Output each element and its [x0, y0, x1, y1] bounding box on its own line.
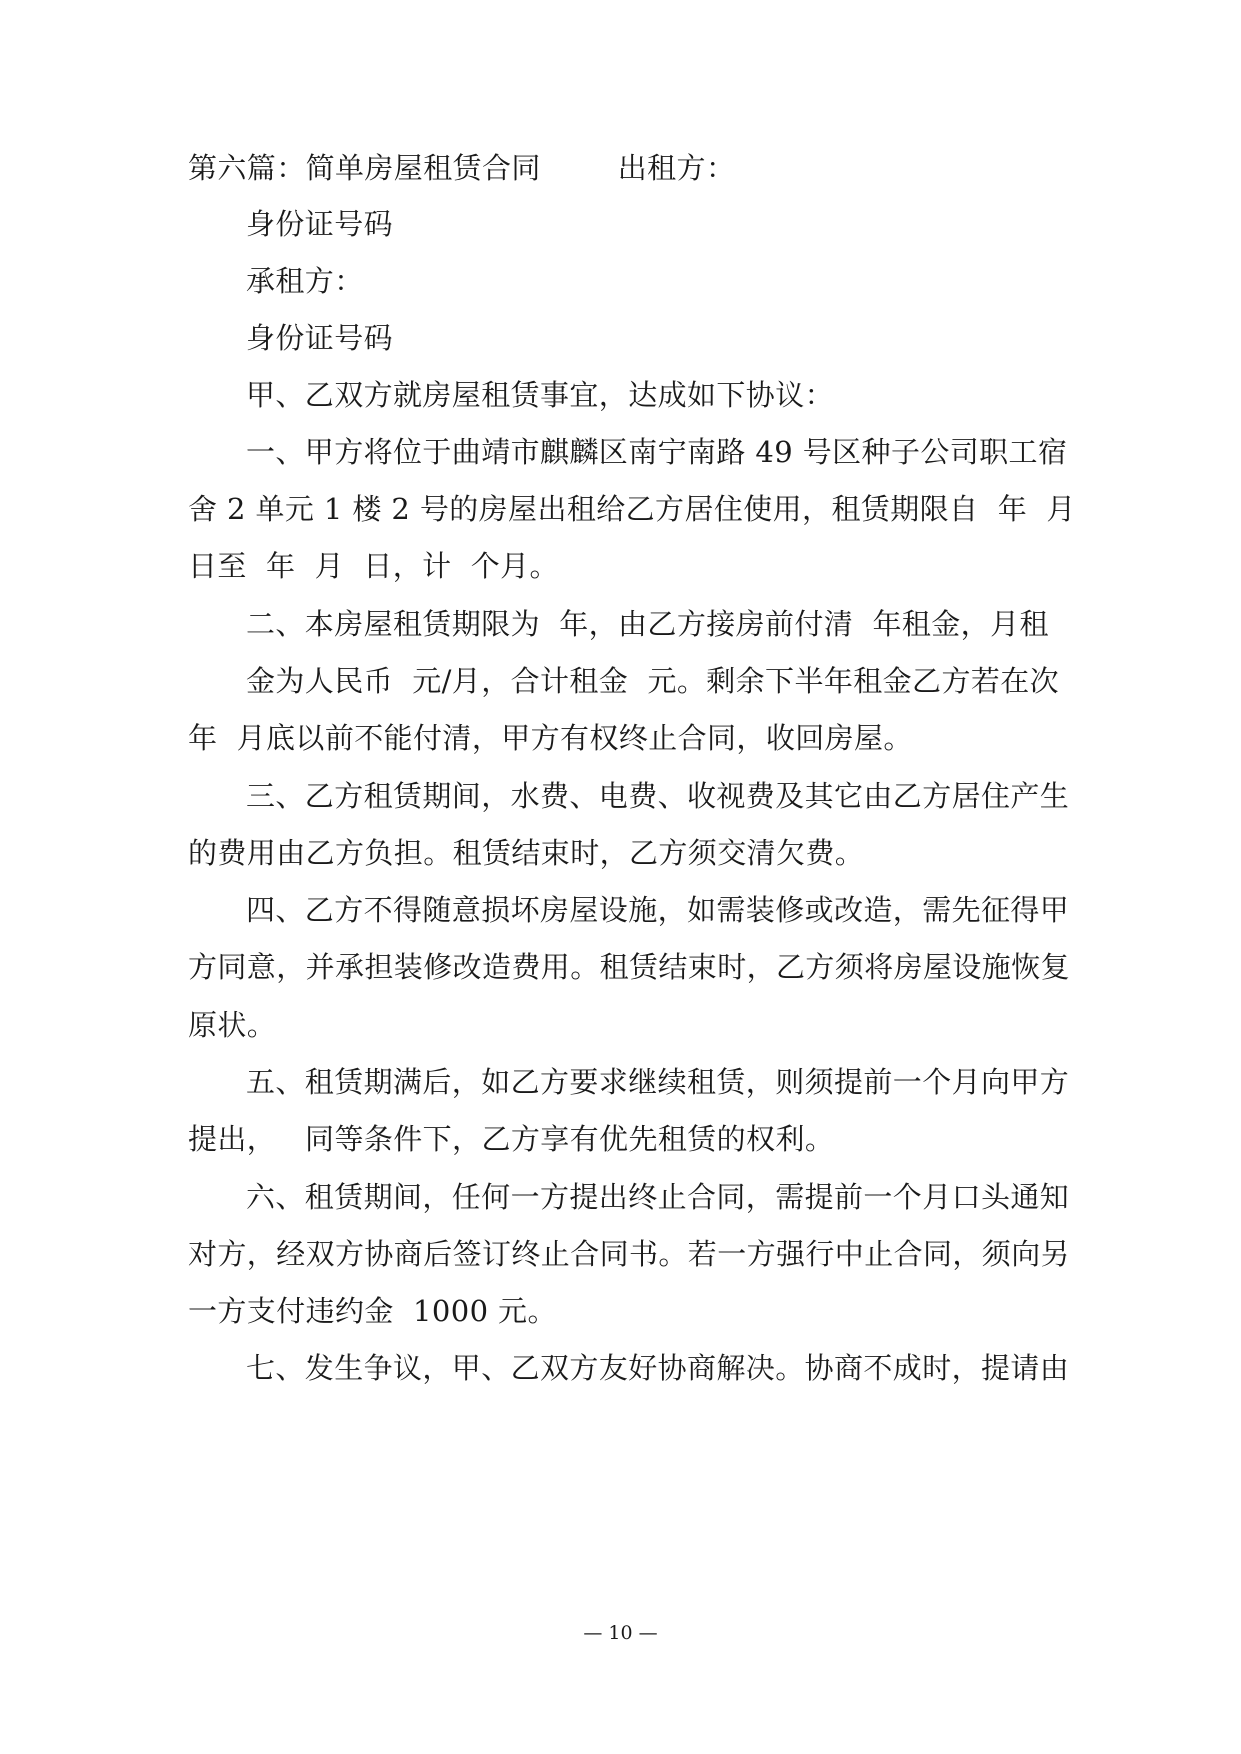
page-number: — 10 —	[583, 1622, 658, 1644]
text-line: 三、乙方租赁期间，水费、电费、收视费及其它由乙方居住产生	[246, 779, 1070, 813]
text-line: 二、本房屋租赁期限为 年，由乙方接房前付清 年租金，月租	[246, 607, 1049, 641]
text-line: 年 月底以前不能付清，甲方有权终止合同，收回房屋。	[188, 721, 913, 755]
text-line: 甲、乙双方就房屋租赁事宜，达成如下协议：	[246, 378, 835, 412]
text-line: 原状。	[188, 1008, 277, 1042]
text-line: 对方，经双方协商后签订终止合同书。若一方强行中止合同，须向另	[188, 1237, 1071, 1271]
text-line: 一、甲方将位于曲靖市麒麟区南宁南路 49 号区种子公司职工宿	[246, 435, 1068, 469]
text-line: 的费用由乙方负担。租赁结束时，乙方须交清欠费。	[188, 836, 865, 870]
text-line: 提出， 同等条件下，乙方享有优先租赁的权利。	[188, 1122, 835, 1156]
text-line: 一方支付违约金 1000 元。	[188, 1294, 557, 1328]
heading-line: 第六篇：简单房屋租赁合同 出租方：	[188, 151, 736, 185]
text-line: 日至 年 月 日，计 个月。	[188, 549, 559, 583]
text-line: 身份证号码	[246, 321, 394, 355]
text-line: 方同意，并承担装修改造费用。租赁结束时，乙方须将房屋设施恢复	[188, 950, 1071, 984]
text-line: 身份证号码	[246, 207, 394, 241]
text-line: 五、租赁期满后，如乙方要求继续租赁，则须提前一个月向甲方	[246, 1065, 1070, 1099]
text-line: 舍 2 单元 1 楼 2 号的房屋出租给乙方居住使用，租赁期限自 年 月	[188, 492, 1076, 526]
text-line: 六、租赁期间，任何一方提出终止合同，需提前一个月口头通知	[246, 1180, 1070, 1214]
text-line: 四、乙方不得随意损坏房屋设施，如需装修或改造，需先征得甲	[246, 893, 1070, 927]
text-line: 承租方：	[246, 264, 364, 298]
text-line: 七、发生争议，甲、乙双方友好协商解决。协商不成时，提请由	[246, 1351, 1070, 1385]
text-line: 金为人民币 元/月，合计租金 元。剩余下半年租金乙方若在次	[246, 664, 1060, 698]
